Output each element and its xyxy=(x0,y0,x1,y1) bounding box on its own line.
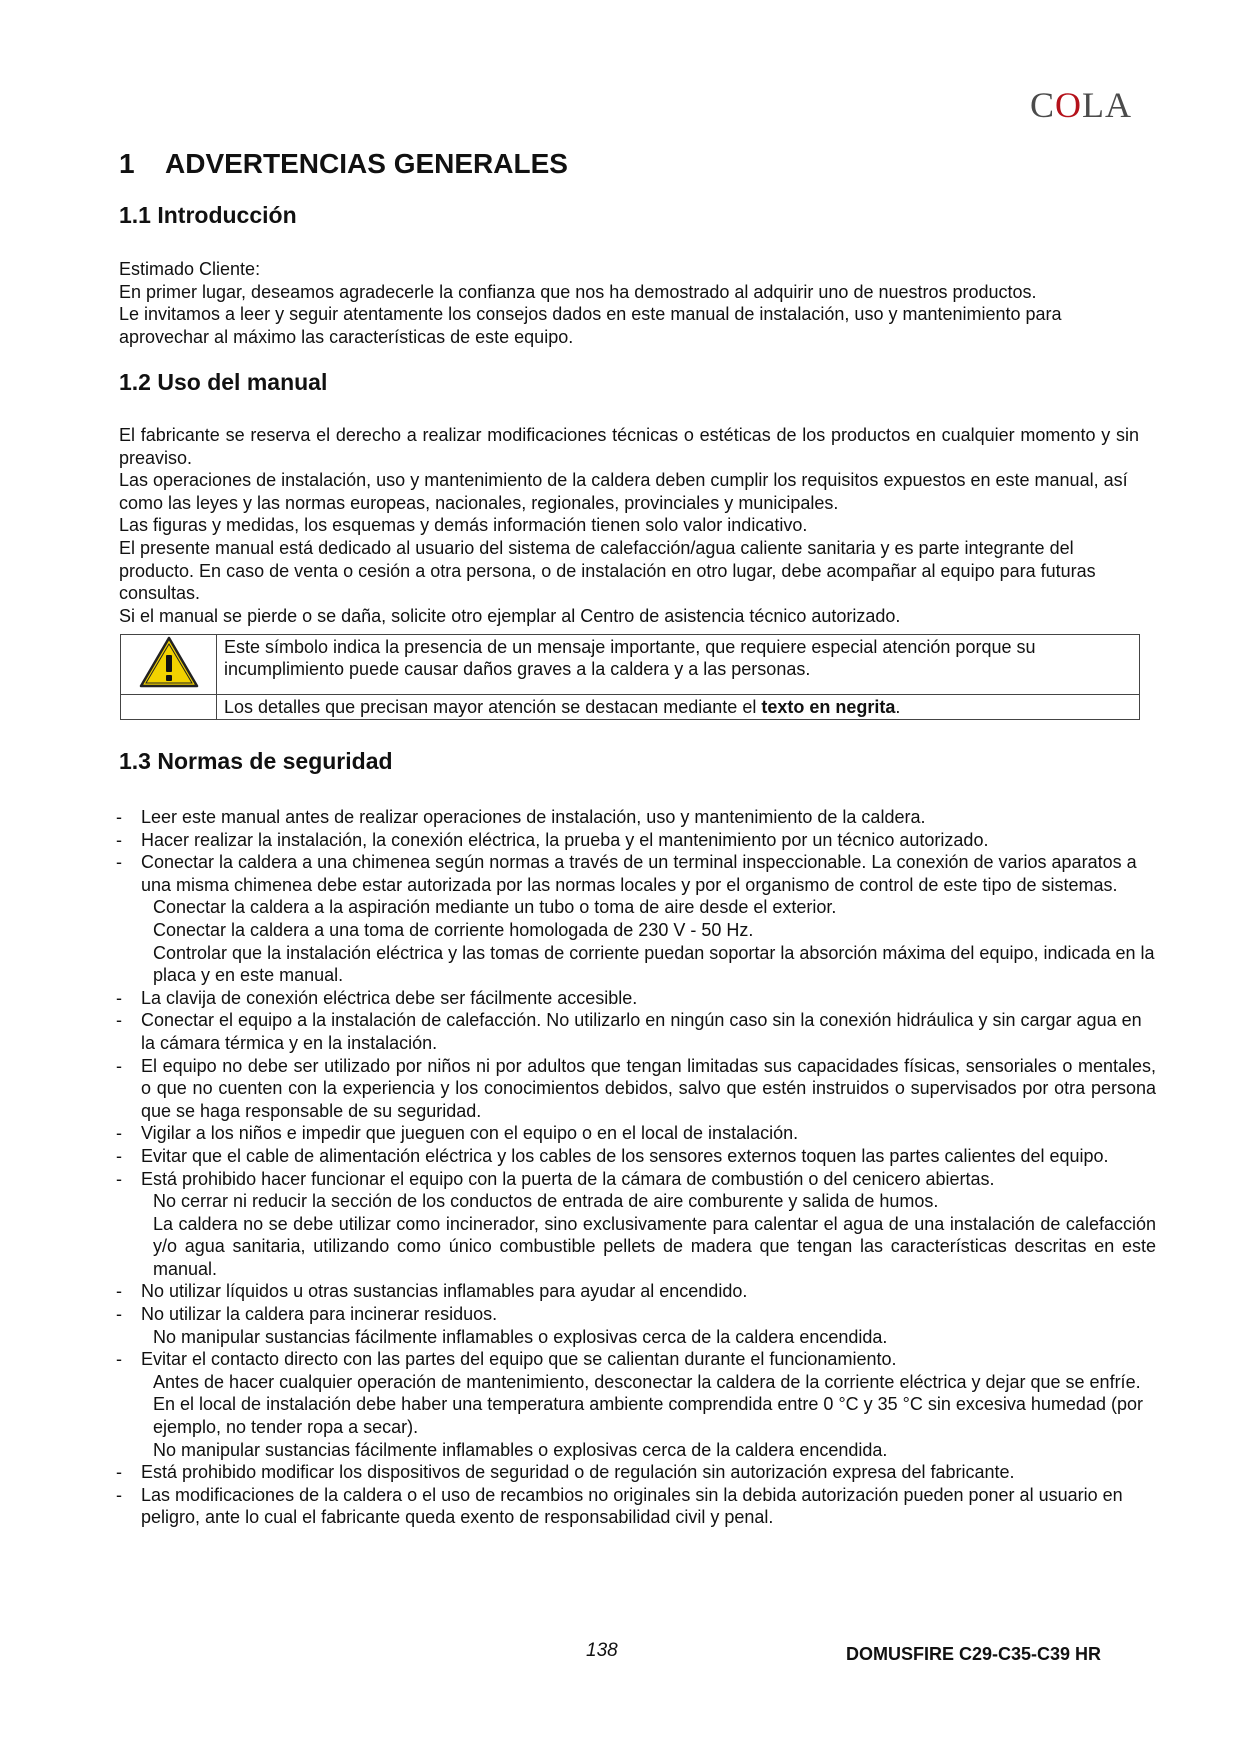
manual-paragraph: Las figuras y medidas, los esquemas y demás información tienen solo valor indicativo. xyxy=(119,515,808,536)
list-item xyxy=(116,1280,1156,1303)
list-item-text: Conectar la caldera a una chimenea según normas a través de un terminal inspeccionable. La conexión de varios aparatos a una misma chimenea debe estar autorizada por las normas locales y por el organismo de control de este tipo de sistemas. xyxy=(141,852,1137,895)
list-item-text: Vigilar a los niños e impedir que jueguen con el equipo o en el local de instalación. xyxy=(141,1123,799,1144)
list-item xyxy=(116,1348,1156,1371)
list-item-continuation: Conectar la caldera a una toma de corriente homologada de 230 V - 50 Hz. xyxy=(153,919,754,940)
page-number: 138 xyxy=(586,1640,618,1661)
chapter-title: ADVERTENCIAS GENERALES xyxy=(165,148,568,179)
list-bullet-dash: - xyxy=(116,1349,122,1370)
list-item-continuation: Conectar la caldera a la aspiración mediante un tubo o toma de aire desde el exterior. xyxy=(153,897,837,918)
list-bullet-dash: - xyxy=(116,807,122,827)
notice-bold-emphasis: texto en negrita xyxy=(761,697,896,717)
logo-letter-c: C xyxy=(1030,85,1056,125)
list-item-continuation: En el local de instalación debe haber una temperatura ambiente comprendida entre 0 °C y 35 °C sin excesiva humedad (por ejemplo, no tender ropa a secar). xyxy=(153,1394,1143,1438)
list-item xyxy=(116,1461,1156,1484)
list-item-continuation: Antes de hacer cualquier operación de mantenimiento, desconectar la caldera de la corriente eléctrica y dejar que se enfríe. xyxy=(153,1371,1141,1392)
list-item-text: Las modificaciones de la caldera o el uso de recambios no originales sin la debida autorización pueden poner al usuario en peligro, ante lo cual el fabricante queda exento de responsabilidad civil y penal. xyxy=(141,1484,1123,1528)
notice-empty-cell xyxy=(121,695,217,720)
notice-row-bold xyxy=(121,695,1140,720)
list-item-continuation: No manipular sustancias fácilmente inflamables o explosivas cerca de la caldera encendida. xyxy=(153,1439,888,1460)
list-item xyxy=(116,1303,1156,1326)
list-item xyxy=(116,851,1156,896)
notice-warning-text: Este símbolo indica la presencia de un mensaje importante, que requiere especial atención porque su incumplimiento puede causar daños graves a la caldera y a las personas. xyxy=(217,635,1140,695)
manual-paragraph: El fabricante se reserva el derecho a realizar modificaciones técnicas o estéticas de los productos en cualquier momento y sin preaviso. xyxy=(119,425,1139,468)
list-item-text: Evitar que el cable de alimentación eléctrica y los cables de los sensores externos toquen las partes calientes del equipo. xyxy=(141,1145,1109,1166)
section-heading-manual-use: 1.2 Uso del manual xyxy=(119,369,328,395)
list-item-text: Está prohibido hacer funcionar el equipo con la puerta de la cámara de combustión o del cenicero abiertas. xyxy=(141,1168,995,1189)
manual-paragraph: Las operaciones de instalación, uso y mantenimiento de la caldera deben cumplir los requisitos expuestos en este manual, así como las leyes y las normas europeas, nacionales, regionales, provinciales y municipales. xyxy=(119,470,1128,513)
list-item xyxy=(116,1055,1156,1123)
list-item-text: No utilizar líquidos u otras sustancias inflamables para ayudar al encendido. xyxy=(141,1281,748,1302)
list-item-continuation: No cerrar ni reducir la sección de los conductos de entrada de aire comburente y salida de humos. xyxy=(153,1191,939,1212)
list-item xyxy=(116,1122,1156,1145)
list-bullet-dash: - xyxy=(116,1168,122,1189)
list-bullet-dash: - xyxy=(116,1055,122,1076)
list-bullet-dash: - xyxy=(116,1462,122,1483)
intro-line-2: Le invitamos a leer y seguir atentamente los consejos dados en este manual de instalación, uso y mantenimiento para aprovechar al máximo las características de este equipo. xyxy=(119,304,1062,347)
list-bullet-dash: - xyxy=(116,1484,122,1505)
list-item xyxy=(116,1168,1156,1191)
list-bullet-dash: - xyxy=(116,1010,122,1031)
list-item-text: Está prohibido modificar los dispositivos de seguridad o de regulación sin autorización expresa del fabricante. xyxy=(141,1462,1015,1483)
product-model: DOMUSFIRE C29-C35-C39 HR xyxy=(846,1644,1102,1664)
section-heading-intro: 1.1 Introducción xyxy=(119,202,297,228)
notice-icon-cell xyxy=(121,635,217,695)
manual-paragraph: Si el manual se pierde o se daña, solicite otro ejemplar al Centro de asistencia técnico autorizado. xyxy=(119,605,901,626)
list-item-text: La clavija de conexión eléctrica debe ser fácilmente accesible. xyxy=(141,987,638,1008)
notice-table xyxy=(120,634,1140,720)
notice-bold-text-after: . xyxy=(895,697,901,717)
list-bullet-dash: - xyxy=(116,1304,122,1325)
list-item-continuation: Controlar que la instalación eléctrica y las tomas de corriente puedan soportar la absorción máxima del equipo, indicada en la placa y en este manual. xyxy=(153,942,1155,986)
list-item-text: Leer este manual antes de realizar operaciones de instalación, uso y mantenimiento de la caldera. xyxy=(141,807,926,827)
list-bullet-dash: - xyxy=(116,987,122,1008)
list-item xyxy=(116,987,1156,1010)
list-item-text: El equipo no debe ser utilizado por niños ni por adultos que tengan limitadas sus capacidades físicas, sensoriales o mentales, o que no cuenten con la experiencia y los conocimientos debidos, salvo que estén instruidos o supervisados por otra persona que se haga responsable de su seguridad. xyxy=(141,1055,1156,1121)
list-bullet-dash: - xyxy=(116,852,122,873)
list-item xyxy=(116,806,1156,829)
list-bullet-dash: - xyxy=(116,829,122,850)
chapter-number: 1 xyxy=(119,148,135,179)
list-item xyxy=(116,1145,1156,1168)
logo-letter-o: O xyxy=(1055,85,1083,125)
intro-text xyxy=(119,258,1139,348)
logo-letters-la: LA xyxy=(1082,85,1133,125)
manual-paragraph: El presente manual está dedicado al usuario del sistema de calefacción/agua caliente sanitaria y es parte integrante del producto. En caso de venta o cesión a otra persona, o de instalación en otro lugar, debe acompañar al equipo para futuras consultas. xyxy=(119,537,1096,604)
brand-logo xyxy=(1030,84,1142,124)
intro-greeting: Estimado Cliente: xyxy=(119,259,261,279)
section-heading-safety: 1.3 Normas de seguridad xyxy=(119,748,393,774)
manual-use-text xyxy=(119,424,1139,627)
list-item-text: Conectar el equipo a la instalación de calefacción. No utilizarlo en ningún caso sin la conexión hidráulica y sin cargar agua en la cámara térmica y en la instalación. xyxy=(141,1010,1142,1053)
warning-triangle-icon xyxy=(138,673,200,693)
list-bullet-dash: - xyxy=(116,1123,122,1144)
list-bullet-dash: - xyxy=(116,1145,122,1166)
chapter-heading xyxy=(119,148,568,180)
notice-bold-text-before: Los detalles que precisan mayor atención se destacan mediante el xyxy=(224,697,762,717)
list-item-continuation: No manipular sustancias fácilmente inflamables o explosivas cerca de la caldera encendida. xyxy=(153,1326,888,1347)
list-item xyxy=(116,829,1156,852)
safety-rules-list xyxy=(116,806,1156,1529)
list-item xyxy=(116,1009,1156,1054)
list-item-text: No utilizar la caldera para incinerar residuos. xyxy=(141,1304,498,1325)
list-bullet-dash: - xyxy=(116,1281,122,1302)
list-item-text: Evitar el contacto directo con las partes del equipo que se calientan durante el funcionamiento. xyxy=(141,1349,897,1370)
intro-line-1: En primer lugar, deseamos agradecerle la confianza que nos ha demostrado al adquirir uno de nuestros productos. xyxy=(119,281,1037,302)
notice-bold-text xyxy=(217,695,1140,720)
list-item-continuation: La caldera no se debe utilizar como incinerador, sino exclusivamente para calentar el agua de una instalación de calefacción y/o agua sanitaria, utilizando como único combustible pellets de madera que tengan las características descritas en este manual. xyxy=(153,1213,1156,1279)
list-item-text: Hacer realizar la instalación, la conexión eléctrica, la prueba y el mantenimiento por un técnico autorizado. xyxy=(141,829,989,850)
notice-row-warning xyxy=(121,635,1140,695)
list-item xyxy=(116,1484,1156,1529)
